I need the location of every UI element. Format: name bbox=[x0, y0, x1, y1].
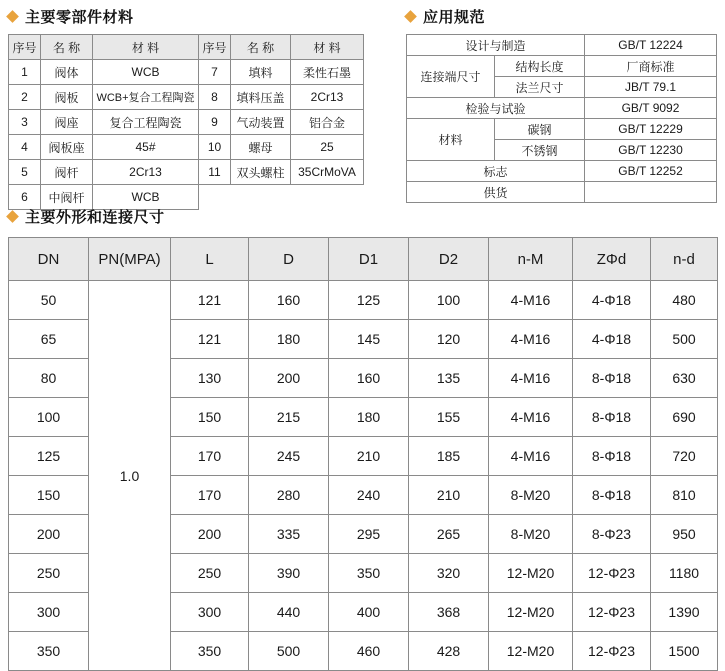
cell: 阀体 bbox=[41, 60, 93, 85]
table-row bbox=[407, 161, 717, 182]
dimensions-table bbox=[8, 237, 718, 671]
table-row bbox=[9, 85, 364, 110]
cell-l: 121 bbox=[171, 281, 249, 320]
cell: 2Cr13 bbox=[93, 160, 199, 185]
spec-label-mark: 标志 bbox=[407, 161, 585, 182]
parts-material-title-text: 主要零部件材料 bbox=[25, 9, 134, 26]
dimensions-title bbox=[8, 206, 717, 227]
col-header-d1: D1 bbox=[329, 238, 409, 281]
table-row bbox=[407, 56, 717, 77]
cell: 螺母 bbox=[231, 135, 291, 160]
table-row bbox=[407, 119, 717, 140]
spec-sub-flange-size: 法兰尺寸 bbox=[495, 77, 585, 98]
cell-l: 250 bbox=[171, 554, 249, 593]
parts-material-table bbox=[8, 34, 364, 210]
cell: 填料压盖 bbox=[231, 85, 291, 110]
cell: WCB bbox=[93, 185, 199, 210]
cell: 6 bbox=[9, 185, 41, 210]
cell-nd: 500 bbox=[651, 320, 718, 359]
spec-value-flange-size: JB/T 79.1 bbox=[585, 77, 717, 98]
cell-d2: 135 bbox=[409, 359, 489, 398]
spec-label-inspection: 检验与试验 bbox=[407, 98, 585, 119]
cell-d: 200 bbox=[249, 359, 329, 398]
col-header-name-right: 名 称 bbox=[231, 35, 291, 60]
table-row bbox=[9, 160, 364, 185]
spec-value-inspection: GB/T 9092 bbox=[585, 98, 717, 119]
cell-d: 160 bbox=[249, 281, 329, 320]
cell-zphid: 8-Φ18 bbox=[573, 398, 651, 437]
cell-nm: 12-M20 bbox=[489, 554, 573, 593]
table-row bbox=[407, 98, 717, 119]
cell-d1: 400 bbox=[329, 593, 409, 632]
application-spec-title bbox=[406, 6, 716, 27]
cell: 阀板座 bbox=[41, 135, 93, 160]
spec-value-structure-length: 厂商标准 bbox=[585, 56, 717, 77]
cell: 5 bbox=[9, 160, 41, 185]
cell-nm: 12-M20 bbox=[489, 632, 573, 671]
col-header-d: D bbox=[249, 238, 329, 281]
col-header-nm: n-M bbox=[489, 238, 573, 281]
cell-l: 200 bbox=[171, 515, 249, 554]
cell-d2: 210 bbox=[409, 476, 489, 515]
cell-d: 390 bbox=[249, 554, 329, 593]
cell-nd: 720 bbox=[651, 437, 718, 476]
cell: 气动装置 bbox=[231, 110, 291, 135]
diamond-bullet-icon bbox=[404, 10, 417, 23]
col-header-pn: PN(MPA) bbox=[89, 238, 171, 281]
cell-d2: 368 bbox=[409, 593, 489, 632]
cell: WCB+复合工程陶瓷 bbox=[93, 85, 199, 110]
cell-d2: 100 bbox=[409, 281, 489, 320]
cell: 8 bbox=[199, 85, 231, 110]
spec-sub-stainless-steel: 不锈钢 bbox=[495, 140, 585, 161]
cell-zphid: 4-Φ18 bbox=[573, 281, 651, 320]
diamond-bullet-icon bbox=[6, 210, 19, 223]
cell-nd: 480 bbox=[651, 281, 718, 320]
cell-zphid: 8-Φ18 bbox=[573, 476, 651, 515]
diamond-bullet-icon bbox=[6, 10, 19, 23]
cell-d2: 120 bbox=[409, 320, 489, 359]
parts-material-title bbox=[8, 6, 363, 27]
cell-nd: 810 bbox=[651, 476, 718, 515]
cell: 2 bbox=[9, 85, 41, 110]
cell-dn: 100 bbox=[9, 398, 89, 437]
cell-l: 130 bbox=[171, 359, 249, 398]
cell-zphid: 4-Φ18 bbox=[573, 320, 651, 359]
cell-dn: 125 bbox=[9, 437, 89, 476]
cell-nm: 4-M16 bbox=[489, 398, 573, 437]
cell-dn: 200 bbox=[9, 515, 89, 554]
cell: 柔性石墨 bbox=[291, 60, 364, 85]
cell-l: 121 bbox=[171, 320, 249, 359]
table-header-row bbox=[9, 35, 364, 60]
spec-label-supply: 供货 bbox=[407, 182, 585, 203]
cell: 复合工程陶瓷 bbox=[93, 110, 199, 135]
cell: 4 bbox=[9, 135, 41, 160]
spec-sub-structure-length: 结构长度 bbox=[495, 56, 585, 77]
cell-d1: 145 bbox=[329, 320, 409, 359]
cell: 9 bbox=[199, 110, 231, 135]
cell-zphid: 8-Φ18 bbox=[573, 359, 651, 398]
cell-zphid: 12-Φ23 bbox=[573, 632, 651, 671]
cell: 阀座 bbox=[41, 110, 93, 135]
application-spec-table bbox=[406, 34, 717, 203]
spec-value-mark: GB/T 12252 bbox=[585, 161, 717, 182]
spec-label-design: 设计与制造 bbox=[407, 35, 585, 56]
cell-nd: 630 bbox=[651, 359, 718, 398]
spec-value-supply bbox=[585, 182, 717, 203]
cell-nm: 4-M16 bbox=[489, 359, 573, 398]
cell: 填料 bbox=[231, 60, 291, 85]
cell: 3 bbox=[9, 110, 41, 135]
col-header-dn: DN bbox=[9, 238, 89, 281]
cell-zphid: 12-Φ23 bbox=[573, 554, 651, 593]
table-row bbox=[407, 35, 717, 56]
col-header-seq-left: 序号 bbox=[9, 35, 41, 60]
cell-l: 150 bbox=[171, 398, 249, 437]
cell-d1: 210 bbox=[329, 437, 409, 476]
cell-dn: 65 bbox=[9, 320, 89, 359]
cell: 中阀杆 bbox=[41, 185, 93, 210]
cell-zphid: 8-Φ18 bbox=[573, 437, 651, 476]
cell-d1: 125 bbox=[329, 281, 409, 320]
cell-d1: 350 bbox=[329, 554, 409, 593]
application-spec-title-text: 应用规范 bbox=[423, 9, 486, 26]
cell-d: 335 bbox=[249, 515, 329, 554]
cell: 45# bbox=[93, 135, 199, 160]
cell-d2: 265 bbox=[409, 515, 489, 554]
cell-zphid: 8-Φ23 bbox=[573, 515, 651, 554]
table-row bbox=[407, 182, 717, 203]
table-row bbox=[9, 135, 364, 160]
spec-value-carbon-steel: GB/T 12229 bbox=[585, 119, 717, 140]
cell-dn: 250 bbox=[9, 554, 89, 593]
cell-d: 280 bbox=[249, 476, 329, 515]
cell-d: 180 bbox=[249, 320, 329, 359]
cell-d1: 180 bbox=[329, 398, 409, 437]
dimensions-section bbox=[8, 206, 717, 671]
cell-d2: 185 bbox=[409, 437, 489, 476]
cell-nm: 4-M16 bbox=[489, 437, 573, 476]
cell-nm: 12-M20 bbox=[489, 593, 573, 632]
cell-zphid: 12-Φ23 bbox=[573, 593, 651, 632]
cell-d1: 240 bbox=[329, 476, 409, 515]
cell-pn: 1.0 bbox=[89, 281, 171, 671]
cell-d: 215 bbox=[249, 398, 329, 437]
cell-d: 500 bbox=[249, 632, 329, 671]
col-header-l: L bbox=[171, 238, 249, 281]
cell-d2: 155 bbox=[409, 398, 489, 437]
table-row bbox=[9, 281, 718, 320]
dimensions-title-text: 主要外形和连接尺寸 bbox=[25, 209, 165, 226]
cell-nm: 4-M16 bbox=[489, 281, 573, 320]
cell-d1: 295 bbox=[329, 515, 409, 554]
col-header-nd: n-d bbox=[651, 238, 718, 281]
cell-dn: 80 bbox=[9, 359, 89, 398]
cell-nm: 4-M16 bbox=[489, 320, 573, 359]
cell: 阀板 bbox=[41, 85, 93, 110]
col-header-d2: D2 bbox=[409, 238, 489, 281]
cell: 10 bbox=[199, 135, 231, 160]
col-header-material-right: 材 料 bbox=[291, 35, 364, 60]
col-header-name-left: 名 称 bbox=[41, 35, 93, 60]
cell-nd: 1500 bbox=[651, 632, 718, 671]
cell: 25 bbox=[291, 135, 364, 160]
col-header-material-left: 材 料 bbox=[93, 35, 199, 60]
cell: WCB bbox=[93, 60, 199, 85]
cell: 双头螺柱 bbox=[231, 160, 291, 185]
cell: 阀杆 bbox=[41, 160, 93, 185]
application-spec-section bbox=[406, 6, 716, 203]
parts-material-section bbox=[8, 6, 363, 210]
cell-nd: 1390 bbox=[651, 593, 718, 632]
cell-dn: 350 bbox=[9, 632, 89, 671]
cell-nd: 1180 bbox=[651, 554, 718, 593]
table-header-row bbox=[9, 238, 718, 281]
col-header-zphid: ZΦd bbox=[573, 238, 651, 281]
cell-d1: 460 bbox=[329, 632, 409, 671]
cell-d2: 320 bbox=[409, 554, 489, 593]
spec-value-stainless-steel: GB/T 12230 bbox=[585, 140, 717, 161]
cell: 11 bbox=[199, 160, 231, 185]
cell-nd: 950 bbox=[651, 515, 718, 554]
cell-nm: 8-M20 bbox=[489, 476, 573, 515]
table-row bbox=[9, 110, 364, 135]
cell: 铝合金 bbox=[291, 110, 364, 135]
spec-label-material: 材料 bbox=[407, 119, 495, 161]
cell-l: 170 bbox=[171, 476, 249, 515]
cell-l: 350 bbox=[171, 632, 249, 671]
cell-dn: 300 bbox=[9, 593, 89, 632]
cell-d: 245 bbox=[249, 437, 329, 476]
cell-d1: 160 bbox=[329, 359, 409, 398]
cell: 7 bbox=[199, 60, 231, 85]
cell: 1 bbox=[9, 60, 41, 85]
spec-label-connection: 连接端尺寸 bbox=[407, 56, 495, 98]
cell-d2: 428 bbox=[409, 632, 489, 671]
table-row bbox=[9, 60, 364, 85]
spec-sub-carbon-steel: 碳钢 bbox=[495, 119, 585, 140]
spec-value-design: GB/T 12224 bbox=[585, 35, 717, 56]
cell-nd: 690 bbox=[651, 398, 718, 437]
cell-d: 440 bbox=[249, 593, 329, 632]
cell: 2Cr13 bbox=[291, 85, 364, 110]
cell: 35CrMoVA bbox=[291, 160, 364, 185]
cell-dn: 50 bbox=[9, 281, 89, 320]
col-header-seq-right: 序号 bbox=[199, 35, 231, 60]
cell-l: 170 bbox=[171, 437, 249, 476]
cell-nm: 8-M20 bbox=[489, 515, 573, 554]
cell-dn: 150 bbox=[9, 476, 89, 515]
cell-l: 300 bbox=[171, 593, 249, 632]
